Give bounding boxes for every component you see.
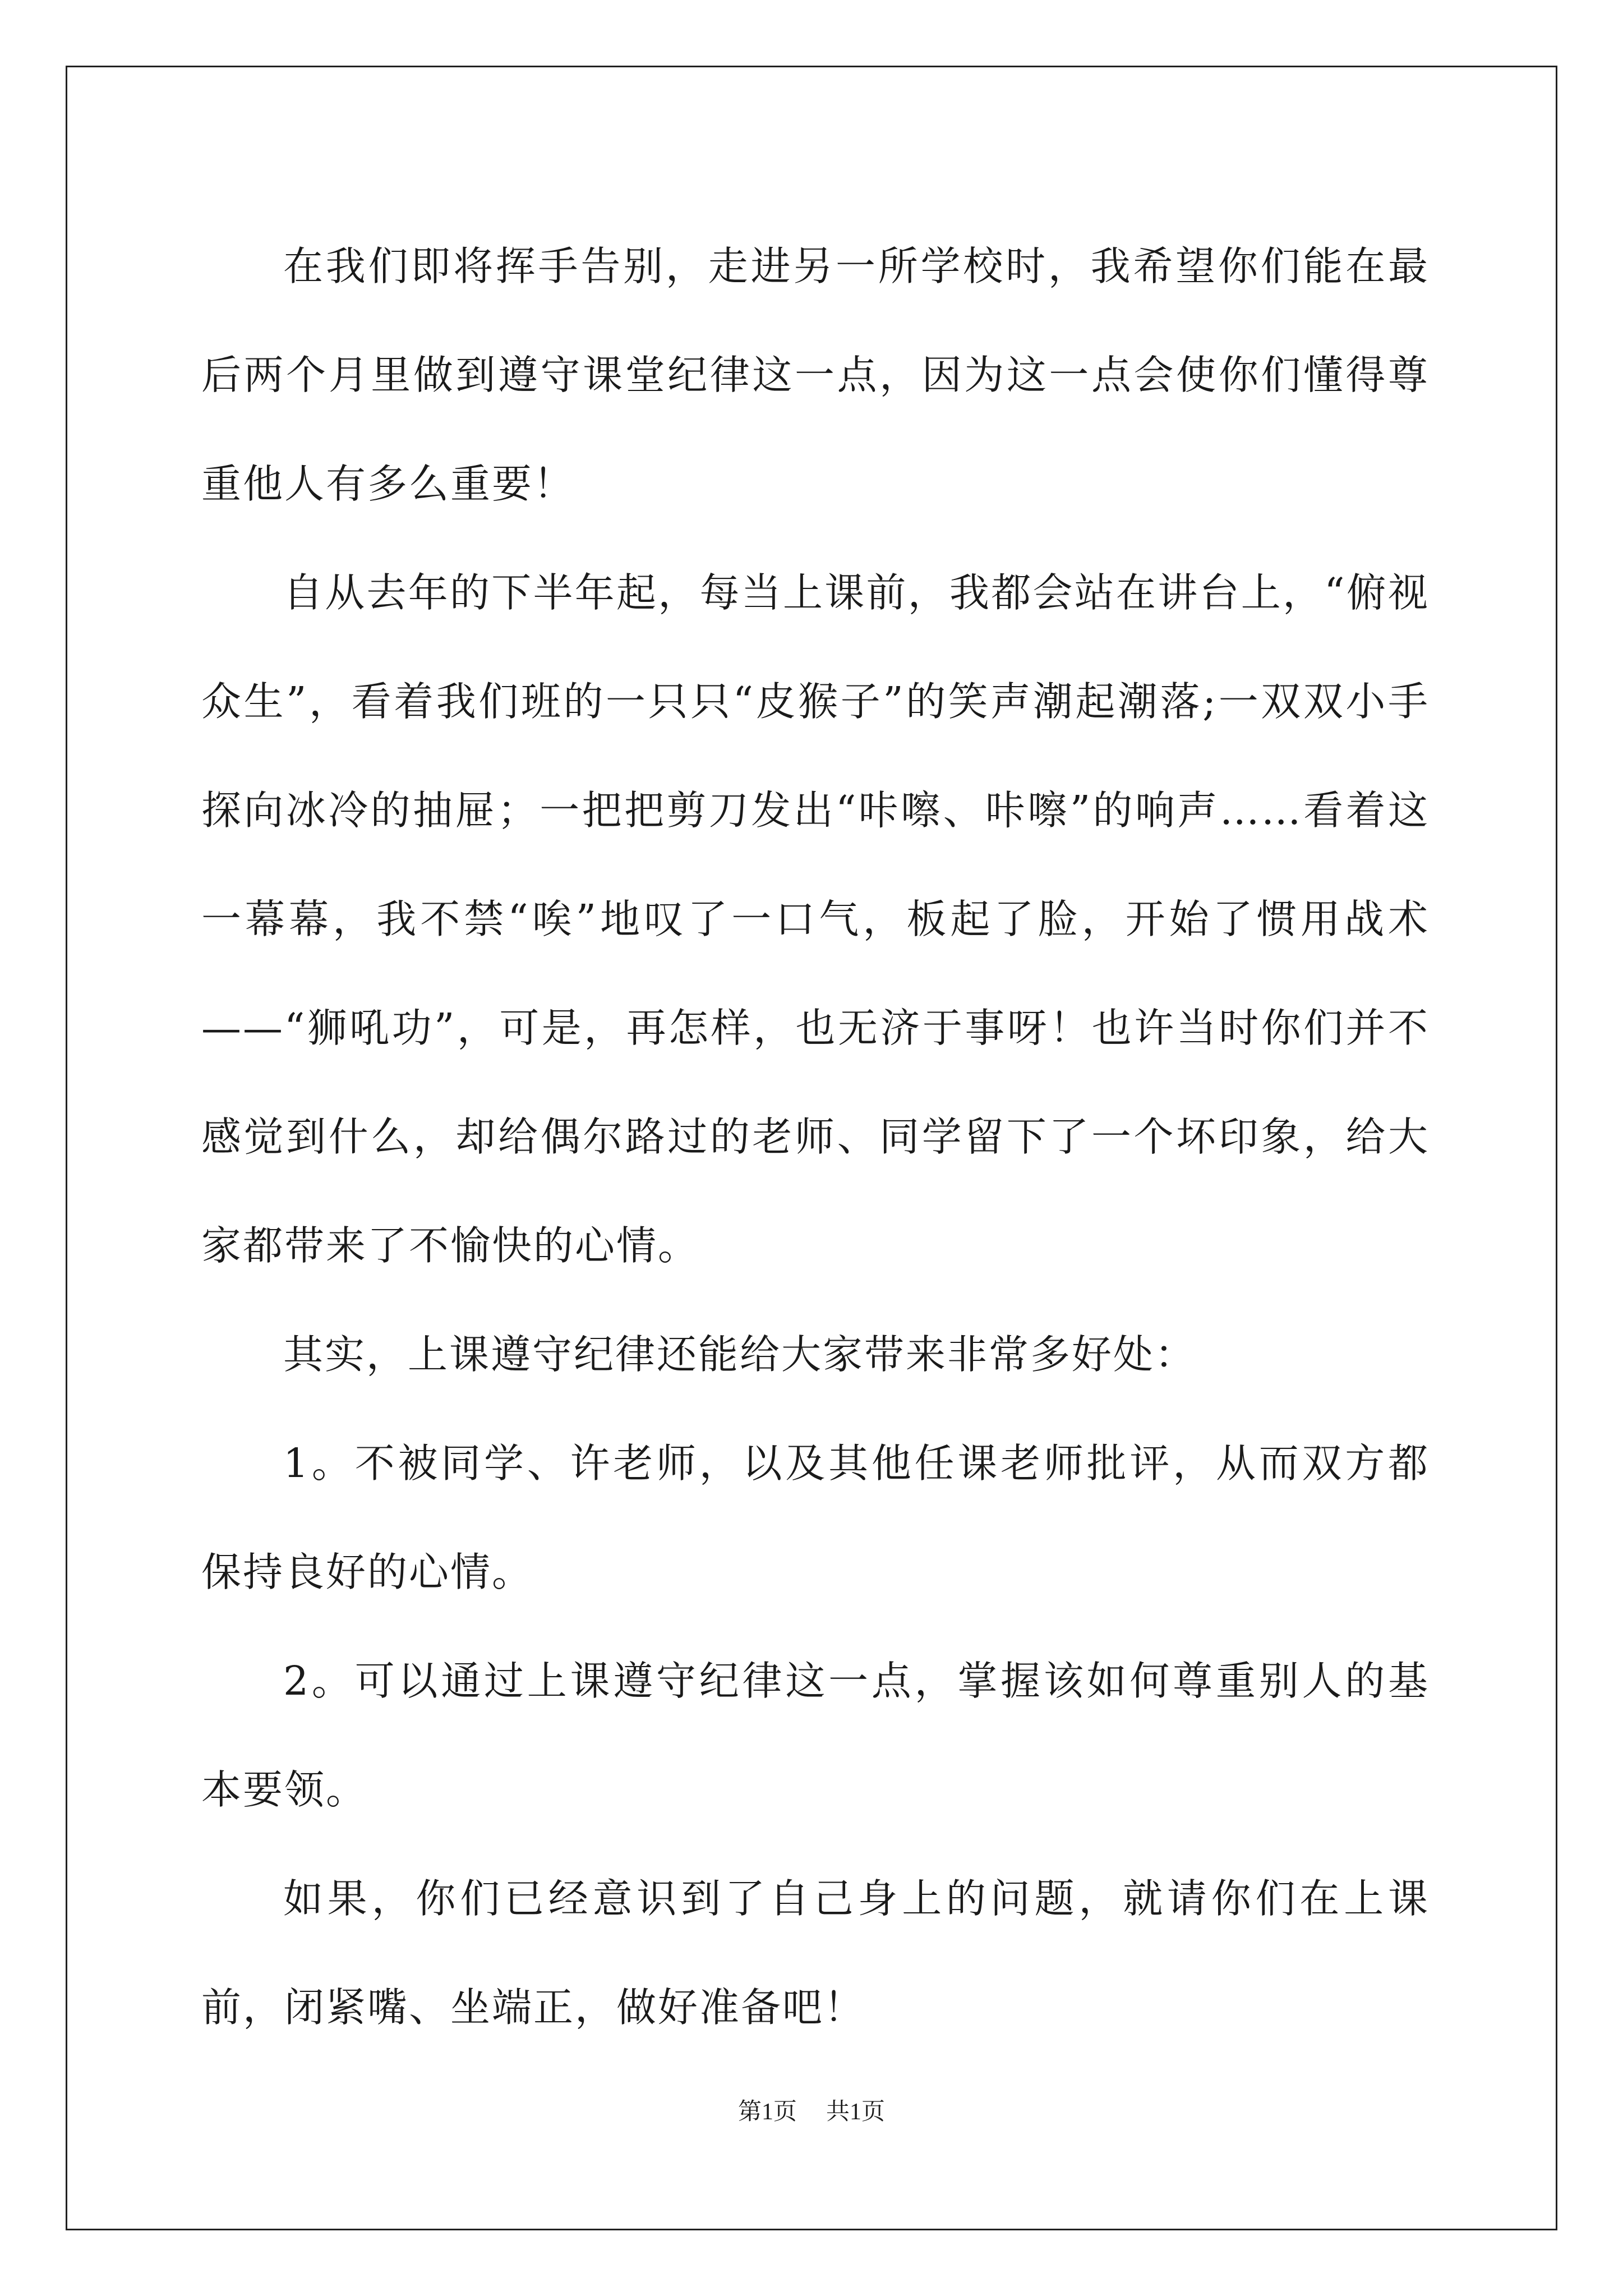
paragraph: 1。不被同学、许老师，以及其他任课老师批评，从而双方都保持良好的心情。 (201, 1440, 1430, 1595)
paragraph: 2。可以通过上课遵守纪律这一点，掌握该如何尊重别人的基本要领。 (201, 1658, 1430, 1813)
paragraph: 自从去年的下半年起，每当上课前，我都会站在讲台上，“俯视众生”，看着我们班的一只只“皮猴子”的笑声潮起潮落;一双双小手探向冰冷的抽屉；一把把剪刀发出“咔嚓、咔嚓”的响声……看着这一幕幕，我不禁“唉”地叹了一口气，板起了脸，开始了惯用战术——“狮吼功”，可是，再怎样，也无济于事呀！也许当时你们并不感觉到什么，却给偶尔路过的老师、同学留下了一个坏印象，给大家都带来了不愉快的心情。 (201, 569, 1430, 1269)
page-number: 第1页 (737, 2099, 797, 2125)
paragraph: 其实，上课遵守纪律还能给大家带来非常多好处： (283, 1331, 1197, 1378)
paragraph: 如果，你们已经意识到了自己身上的问题，就请你们在上课前，闭紧嘴、坐端正，做好准备吧！ (201, 1875, 1430, 2031)
page-count: 共1页 (826, 2099, 886, 2125)
document-body (201, 212, 1430, 2062)
page-footer (0, 2095, 1623, 2129)
paragraph: 在我们即将挥手告别，走进另一所学校时，我希望你们能在最后两个月里做到遵守课堂纪律这一点，因为这一点会使你们懂得尊重他人有多么重要！ (201, 243, 1430, 507)
